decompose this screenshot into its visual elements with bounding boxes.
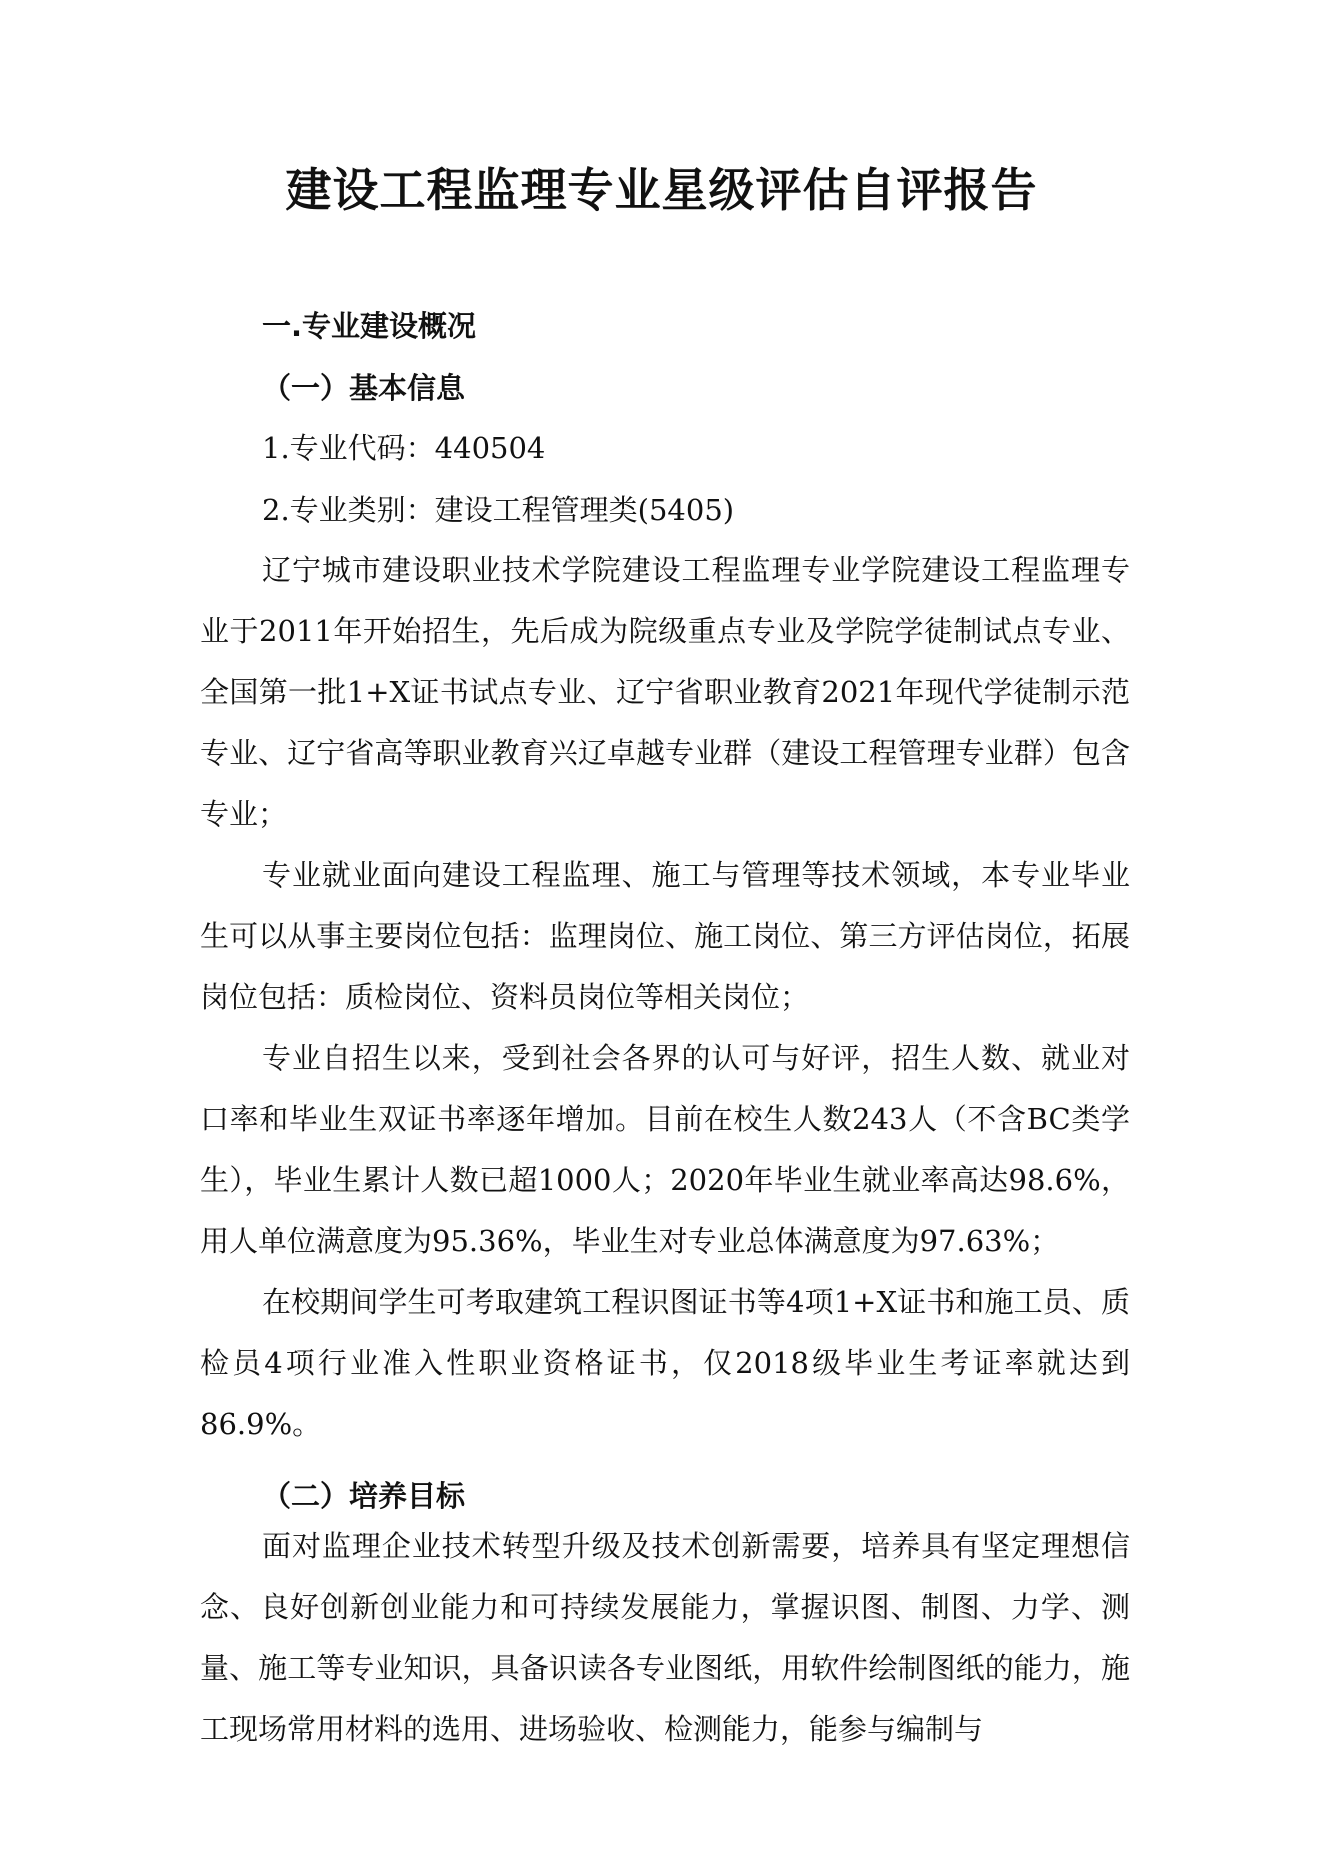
paragraph-enrollment: 专业自招生以来，受到社会各界的认可与好评，招生人数、就业对口率和毕业生双证书率逐年增加。目前在校生人数243人（不含BC类学生），毕业生累计人数已超1000人；2020年毕业生就业率高达98.6%，用人单位满意度为95.36%，毕业生对专业总体满意度为97.63%； — [200, 1041, 1130, 1258]
section-heading-overview: 一.专业建设概况 — [262, 309, 477, 343]
info-major-category: 2.专业类别：建设工程管理类(5405) — [262, 493, 735, 527]
document-title: 建设工程监理专业星级评估自评报告 — [285, 163, 1038, 217]
paragraph-goals: 面对监理企业技术转型升级及技术创新需要，培养具有坚定理想信念、良好创新创业能力和可持续发展能力，掌握识图、制图、力学、测量、施工等专业知识，具备识读各专业图纸，用软件绘制图纸的能力，施工现场常用材料的选用、进场验收、检测能力，能参与编制与 — [200, 1529, 1130, 1746]
paragraph-certificates: 在校期间学生可考取建筑工程识图证书等4项1+X证书和施工员、质检员4项行业准入性职业资格证书，仅2018级毕业生考证率就达到86.9%。 — [200, 1285, 1130, 1441]
paragraph-employment: 专业就业面向建设工程监理、施工与管理等技术领域，本专业毕业生可以从事主要岗位包括：监理岗位、施工岗位、第三方评估岗位，拓展岗位包括：质检岗位、资料员岗位等相关岗位； — [200, 858, 1130, 1014]
subsection-heading-goals: （二）培养目标 — [262, 1479, 466, 1513]
info-major-code: 1.专业代码：440504 — [262, 431, 546, 465]
subsection-heading-basic-info: （一）基本信息 — [262, 371, 466, 405]
paragraph-history: 辽宁城市建设职业技术学院建设工程监理专业学院建设工程监理专业于2011年开始招生，先后成为院级重点专业及学院学徒制试点专业、全国第一批1+X证书试点专业、辽宁省职业教育2021年现代学徒制示范专业、辽宁省高等职业教育兴辽卓越专业群（建设工程管理专业群）包含专业； — [200, 553, 1130, 831]
